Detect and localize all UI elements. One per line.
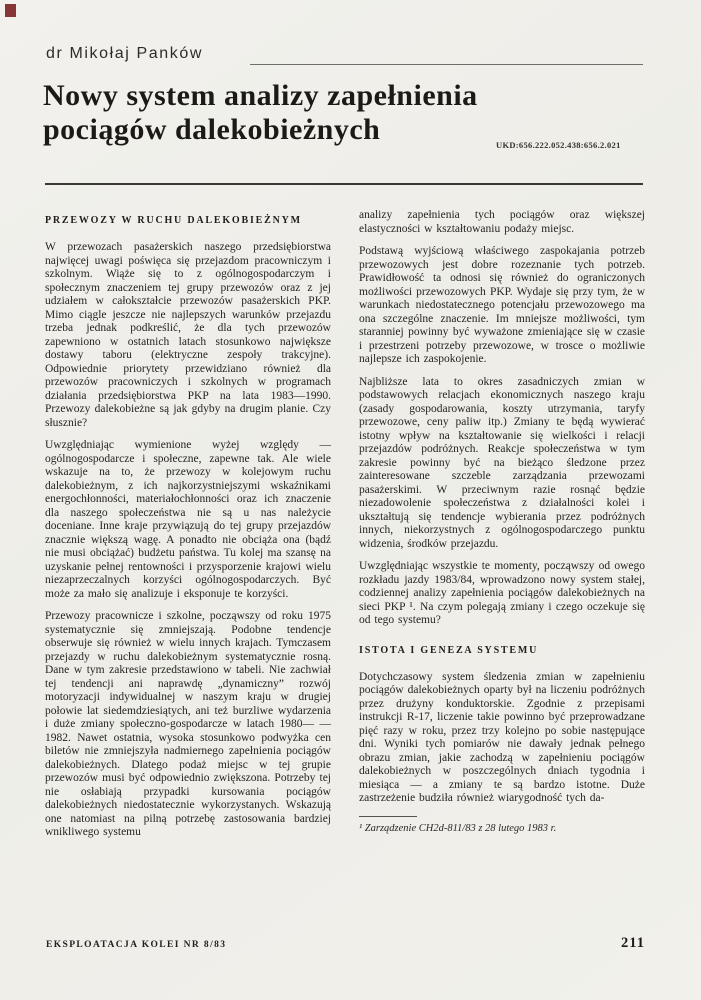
author-name: dr Mikołaj Panków	[46, 45, 204, 62]
author-underline	[250, 64, 643, 65]
scan-registration-mark	[5, 4, 16, 17]
left-column	[45, 209, 331, 849]
paragraph: Najbliższe lata to okres zasadniczych zmian w podstawowych relacjach ekonomicznych naszego kraju (zasady gospodarowania, koszty utrzymania, taryfy przewozowe, ceny paliw itp.) Zmiany te będą wywierać istotny wpływ na kształtowanie się wielkości i relacji przejazdów podróżnych. Reakcje społeczeństwa w tym zakresie powinny być na bieżąco śledzone przez zainteresowane szczeble zarządzania przewozami pasażerskimi. W przeciwnym razie rosnąć będzie niezadowolenie społeczeństwa z działalności kolei i ukształtują się tendencje wybierania przez podróżnych innych, niekorzystnych z ogólnogospodarczego punktu widzenia, środków przejazdu.	[359, 375, 645, 550]
paragraph: Dotychczasowy system śledzenia zmian w zapełnieniu pociągów dalekobieżnych oparty był na liczeniu podróżnych przez drużyny konduktorskie. Zgodnie z przepisami instrukcji R-17, liczenie takie powinno być przeprowadzane pięć razy w roku, przez trzy kolejno po sobie następujące dni. Wyniki tych pomiarów nie dawały jednak pełnego obrazu zmian, jakie zachodzą w zapełnieniu pociągów dalekobieżnych w poszczególnych dniach tygodnia i miesiąca — a zmiany te są bardzo istotne. Duże zastrzeżenie budziła również wiarygodność tych da-	[359, 670, 645, 804]
paragraph: W przewozach pasażerskich naszego przedsiębiorstwa najwięcej uwagi poświęca się przejazdom pracowniczym i szkolnym. Wiąże się to z ogólnogospodarczym i społecznym znaczeniem tej grupy przewozów oraz z jej udziałem w całokształcie przewozów pasażerskich PKP. Mimo ciągle jeszcze nie najlepszych warunków przejazdu trzeba jednak podkreślić, że dla tych przewozów zapewniono w ostatnich latach stosunkowo największe dostawy taboru (elektryczne zespoły trakcyjne). Odpowiednie priorytety przewidziano również dla przewozów pracowniczych i szkolnych w programach działania przedsiębiorstwa PKP na lata 1983—1990. Przewozy dalekobieżne są jak gdyby na drugim planie. Czy słusznie?	[45, 241, 331, 429]
section-heading-przewozy: PRZEWOZY W RUCHU DALEKOBIEŻNYM	[45, 215, 302, 226]
paragraph: analizy zapełnienia tych pociągów oraz większej elastyczności w kształtowaniu podaży miejsc.	[359, 209, 645, 235]
article-title	[43, 79, 523, 147]
footnote-divider	[359, 816, 417, 817]
paragraph: Uwzględniając wymienione wyżej względy — ogólnogospodarcze i społeczne, zapewne tak. Ale wiele wskazuje na to, że przewozy w kolejowym ruchu dalekobieżnym, z ich najkorzystniejszymi wskaźnikami energochłonności, materiałochłonności oraz ich znaczenie dla naszego społeczeństwa nie są u nas należycie doceniane. Inne kraje przywiązują do tej grupy przejazdów znacznie większą wagę. A ponadto nie obciąża ona (bądź nie musi obciążać) budżetu państwa. Tu kolej ma szansę na uzyskanie pełnej rentowności i przysporzenie krajowi wielu niezaprzeczalnych korzyści ogólnogospodarczych. Być może za mało się analizuje i eksponuje te korzyści.	[45, 439, 331, 600]
article-body	[45, 209, 645, 849]
paragraph: Uwzględniając wszystkie te momenty, począwszy od owego rozkładu jazdy 1983/84, wprowadzono nowy system stałej, codziennej analizy zapełnienia pociągów dalekobieżnych na sieci PKP ¹. Na czym polegają zmiany i czego oczekuje się od tego systemu?	[359, 560, 645, 626]
section-heading-istota: ISTOTA I GENEZA SYSTEMU	[359, 644, 539, 656]
page-number: 211	[621, 935, 645, 951]
footnote: ¹ Zarządzenie CH2d-811/83 z 28 lutego 1983 r.	[359, 822, 557, 834]
article-title-line1: Nowy system analizy zapełnienia	[43, 79, 478, 112]
header-divider	[45, 183, 643, 185]
paragraph: Przewozy pracownicze i szkolne, począwszy od roku 1975 systematycznie się zmniejszają. Podobne tendencje obserwuje się również w wielu innych krajach. Tymczasem przejazdy w ruchu dalekobieżnym systematycznie rosną. Dane w tym zakresie przedstawiono w tabeli. Nie zachwiał tej tendencji ani naprawdę „dynamiczny” rozwój motoryzacji indywidualnej w naszym kraju w drugiej połowie lat siedemdziesiątych, ani też burzliwe wydarzenia i duże zmiany społeczno-gospodarcze w latach 1980— —1982. Nawet ostatnia, wysoka stosunkowo podwyżka cen biletów nie zmniejszyła nadmiernego zapełnienia pociągów dalekobieżnych. Dlatego podaż miejsc w tej grupie przewozów musi być odpowiednio zwiększona. Potrzeby tej nie osłabiają przypadki kursowania pociągów dalekobieżnych niedostatecznie wykorzystanych. Wskazują one natomiast na pilną potrzebę zastosowania bardziej wnikliwego systemu	[45, 610, 331, 838]
journal-footer: EKSPLOATACJA KOLEI NR 8/83	[46, 940, 227, 950]
paragraph: Podstawą wyjściową właściwego zaspokajania potrzeb przewozowych jest dobre rozeznanie tych potrzeb. Prawidłowość ta odnosi się również do ograniczonych możliwości przewozowych PKP. Wydaje się przy tym, że w warunkach niedostatecznego potencjału przewozowego ma ona szczególne znaczenie. Im mniejsze możliwości, tym staranniej powinny być wyważone zmieniające się w czasie i przestrzeni potrzeby przewozowe, w trosce o możliwie najlepsze ich zaspokojenie.	[359, 245, 645, 365]
right-column	[359, 209, 645, 849]
udc-classification-number: UKD:656.222.052.438:656.2.021	[496, 140, 621, 150]
article-title-line2: pociągów dalekobieżnych	[43, 113, 381, 146]
